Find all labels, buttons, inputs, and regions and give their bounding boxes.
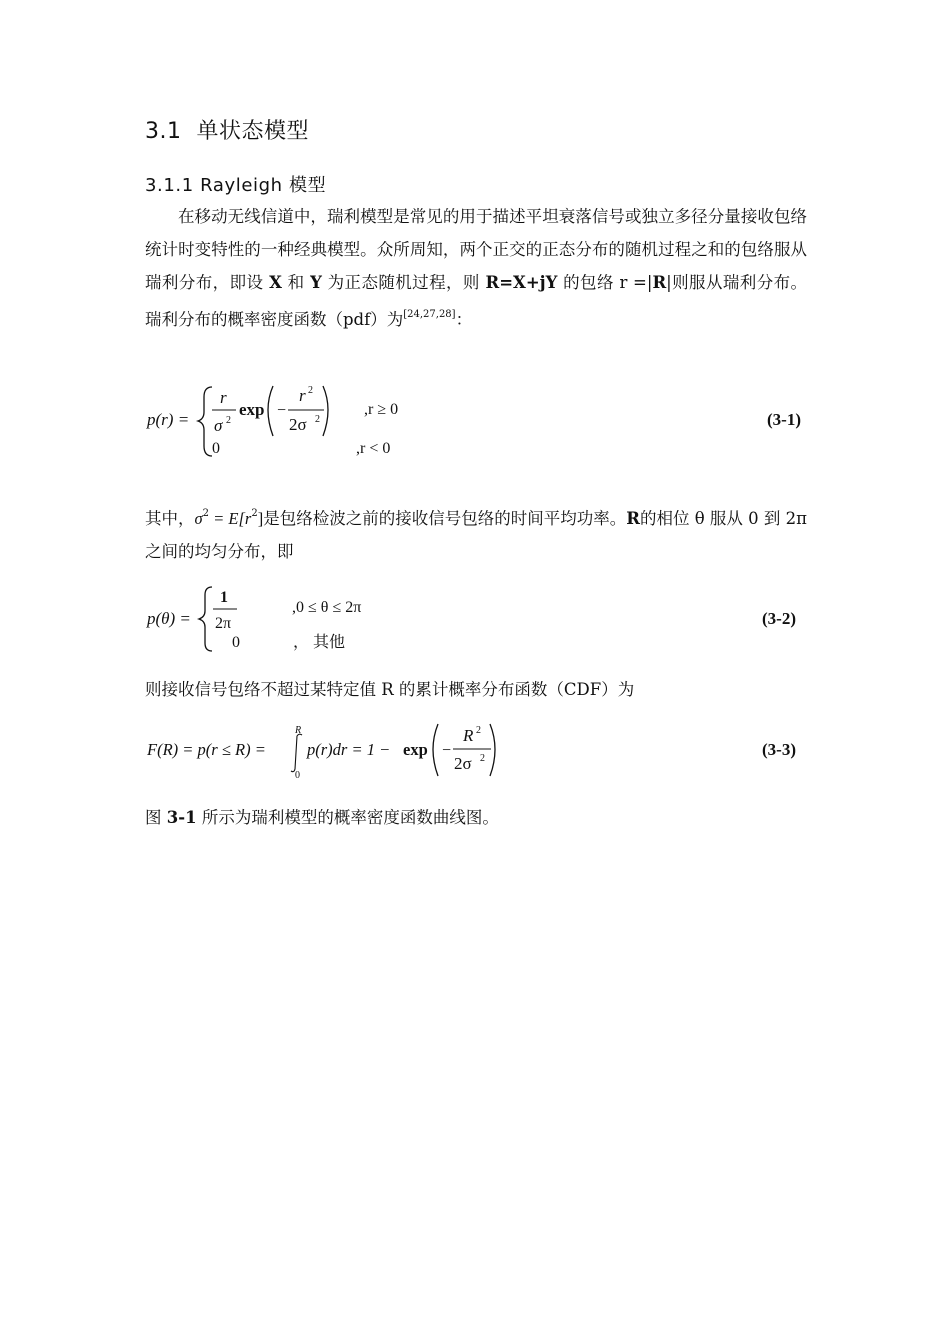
- variable-x: X: [269, 272, 282, 292]
- variable-y: Y: [310, 272, 322, 292]
- equation-number: (3-1): [767, 410, 801, 429]
- text-run: 其中，: [145, 509, 195, 528]
- equation-3-3: [140, 719, 820, 784]
- eq2-condition-2: ， 其他: [293, 634, 346, 651]
- equation-number: (3-2): [762, 609, 796, 628]
- text-run: 为正态随机过程，则: [327, 272, 480, 292]
- eq2-denominator: 2π: [215, 615, 232, 632]
- eq3-denominator-exponent: 2: [480, 753, 485, 764]
- eq3-numerator-exponent: 2: [476, 725, 481, 736]
- eq3-lhs: F(R) = p(r ≤ R) =: [147, 740, 266, 759]
- eq3-integrand: p(r)dr = 1 −: [307, 740, 391, 759]
- text-run: 的包络 r =|: [563, 272, 653, 292]
- citation[interactable]: [24,27,28]: [403, 309, 456, 321]
- eq1-numerator: r: [220, 388, 227, 407]
- paragraph-figure-ref: [145, 802, 807, 835]
- eq2-condition-1: ,0 ≤ θ ≤ 2π: [292, 599, 362, 616]
- eq3-lower-limit: 0: [295, 770, 300, 781]
- eq3-denominator: 2σ: [454, 754, 472, 773]
- eq1-inner-denominator-exponent: 2: [315, 414, 320, 425]
- eq1-denominator-exponent: 2: [226, 415, 231, 426]
- right-paren: [323, 386, 328, 436]
- eq2-numerator: 1: [220, 589, 228, 606]
- eq1-condition-1: ,r ≥ 0: [364, 401, 399, 418]
- paragraph-phase: [145, 498, 807, 569]
- text-run: 和: [287, 272, 305, 292]
- right-paren: [490, 724, 495, 776]
- eq3-minus: −: [442, 742, 452, 759]
- eq1-condition-2: ,r < 0: [356, 440, 391, 457]
- paragraph-cdf: [145, 674, 807, 707]
- math-run: ]: [257, 509, 264, 528]
- subsection-heading: [145, 171, 326, 197]
- variable-r: R: [626, 509, 640, 528]
- eq1-inner-numerator: r: [299, 386, 306, 405]
- paragraph-rayleigh-intro: [145, 201, 807, 337]
- integral-sign: [291, 734, 302, 771]
- text-run: 在移动无线信道中，瑞利模型是常见的用于描述平坦衰落信号或独立多径分量接收包络统计时变特性的一种经典模型。众所周知，两个正交的正态分布的随机过程之和的包络服从瑞利分布，即设: [145, 207, 807, 292]
- subsection-number: 3.1.1: [145, 175, 194, 196]
- math-run: = E[r: [209, 509, 252, 528]
- section-heading: [145, 114, 309, 145]
- eq1-inner-denominator: 2σ: [289, 415, 307, 434]
- eq1-denominator: σ: [214, 416, 223, 435]
- left-brace: [199, 587, 212, 651]
- eq1-lhs: p(r) =: [147, 410, 190, 429]
- eq1-case-2: 0: [212, 440, 220, 457]
- eq3-exp-function: exp: [403, 740, 428, 759]
- sigma-symbol: σ: [194, 509, 203, 528]
- equation-3-1: [140, 374, 820, 474]
- exponent: 2: [251, 508, 258, 519]
- text-run: 是包络检波之前的接收信号包络的时间平均功率。: [263, 509, 627, 528]
- section-title: 单状态模型: [196, 119, 310, 144]
- equation-number: (3-3): [762, 740, 796, 759]
- text-run: 图: [145, 808, 162, 827]
- text-run: 所示为瑞利模型的概率密度函数曲线图。: [201, 808, 499, 827]
- eq3-upper-limit: R: [295, 725, 302, 736]
- text-run: 的相位 θ 服从 0 到 2π 之间的均匀分布，即: [145, 509, 808, 561]
- eq1-minus: −: [277, 402, 287, 419]
- complex-expression: R=X+jY: [485, 272, 558, 292]
- eq1-inner-numerator-exponent: 2: [308, 385, 313, 396]
- left-brace: [198, 387, 212, 456]
- figure-reference[interactable]: 3-1: [166, 808, 197, 827]
- eq3-numerator: R: [463, 726, 474, 745]
- left-paren: [433, 724, 438, 776]
- eq1-exp-function: exp: [239, 400, 265, 419]
- section-number: 3.1: [145, 119, 182, 144]
- variable-r: R: [652, 272, 667, 292]
- left-paren: [268, 386, 273, 436]
- text-run: 则接收信号包络不超过某特定值 R 的累计概率分布函数（CDF）为: [145, 680, 635, 699]
- eq2-lhs: p(θ) =: [147, 609, 191, 628]
- exponent: 2: [202, 508, 210, 519]
- equation-3-2: [140, 582, 820, 660]
- text-run: ：: [455, 310, 473, 330]
- eq2-case-2: 0: [232, 634, 240, 651]
- text-run: |则服从瑞利分布。瑞利分布的概率密度函数（pdf）为: [145, 272, 808, 330]
- subsection-title: Rayleigh 模型: [200, 175, 327, 196]
